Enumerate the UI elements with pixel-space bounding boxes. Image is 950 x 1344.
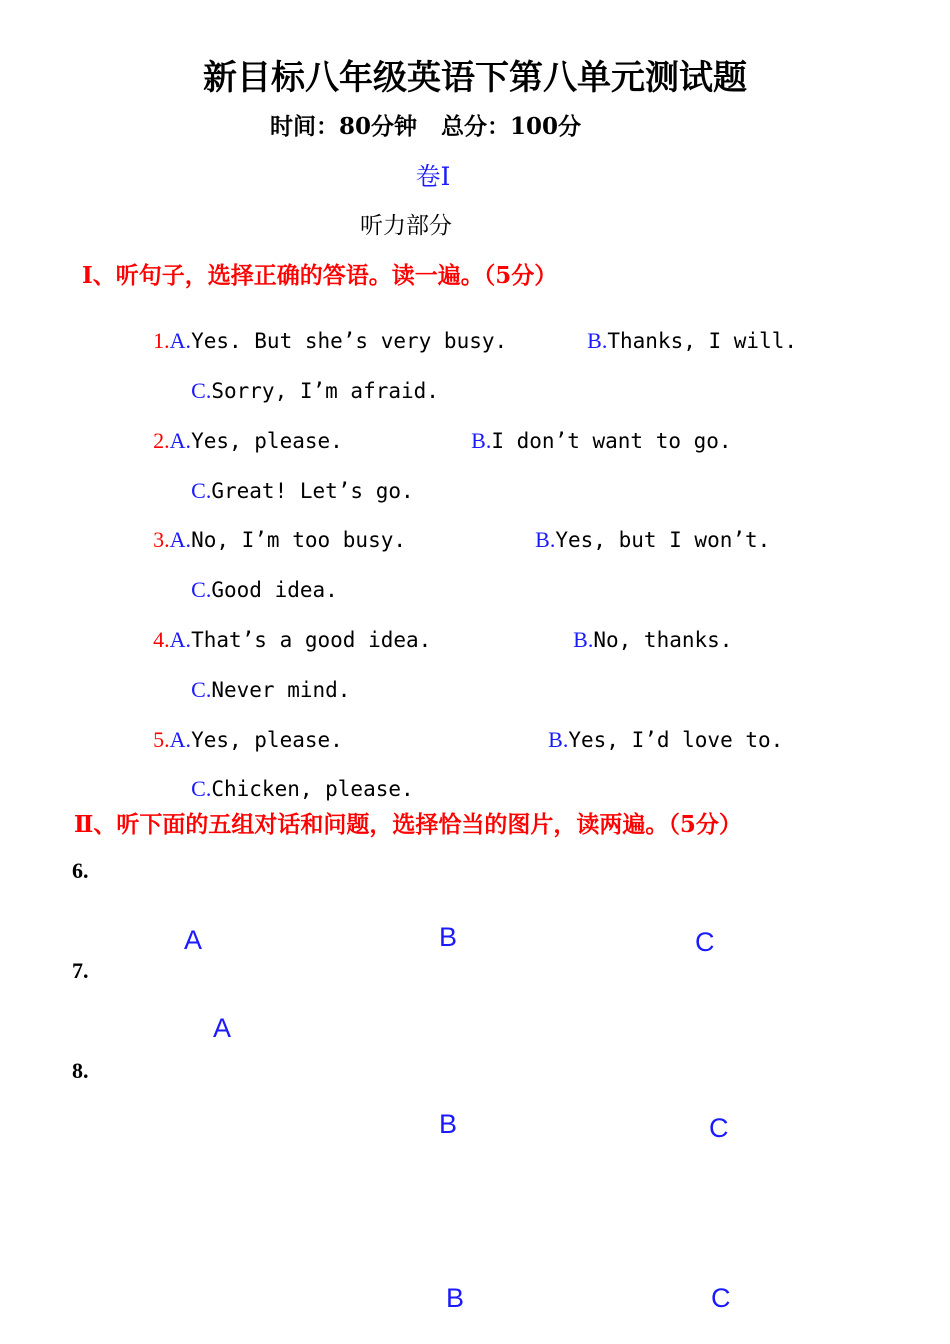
picture-label-c: C — [709, 1113, 729, 1143]
option-letter-c: C. — [191, 577, 212, 602]
option-letter-b: B. — [573, 627, 594, 652]
option-b-text: Yes, but I won’t. — [555, 528, 771, 552]
picture-label-b: B — [446, 1283, 465, 1313]
volume-label: 卷Ⅰ — [415, 162, 451, 191]
question-3-option-b — [525, 508, 770, 553]
section2-heading: Ⅱ、听下面的五组对话和问题，选择恰当的图片，读两遍。（5分） — [74, 811, 742, 838]
option-letter-c: C. — [191, 378, 212, 403]
question-number: 1. — [153, 328, 170, 353]
question-number: 4. — [153, 627, 170, 652]
option-c-text: Chicken, please. — [211, 777, 414, 801]
question-2-option-c — [181, 459, 414, 504]
option-letter-a: A. — [169, 727, 192, 752]
option-b-text: No, thanks. — [593, 628, 733, 652]
option-a-text: No, I’m too busy. — [191, 528, 406, 552]
question-3 — [143, 508, 406, 553]
question-7-number: 7. — [72, 958, 89, 983]
option-letter-b: B. — [587, 328, 608, 353]
page-title: 新目标八年级英语下第八单元测试题 — [203, 58, 747, 98]
option-letter-b: B. — [471, 428, 492, 453]
option-a-text: That’s a good idea. — [191, 628, 432, 652]
option-letter-a: A. — [169, 428, 192, 453]
question-number: 2. — [153, 428, 170, 453]
question-4-option-b — [563, 608, 732, 653]
question-8-number: 8. — [72, 1058, 89, 1083]
question-3-option-c — [181, 558, 338, 603]
option-b-text: Yes, I’d love to. — [568, 728, 784, 752]
picture-label-a: A — [184, 925, 203, 955]
listening-part-label: 听力部分 — [360, 213, 452, 239]
option-a-text: Yes, please. — [191, 429, 343, 453]
option-a-text: Yes. But she’s very busy. — [191, 329, 508, 353]
picture-label-b: B — [439, 922, 458, 952]
question-5 — [143, 708, 343, 753]
question-4-option-c — [181, 658, 350, 703]
question-1-option-c — [181, 359, 439, 404]
picture-label-b: B — [439, 1109, 458, 1139]
question-2-option-b — [461, 409, 732, 454]
option-letter-a: A. — [169, 328, 192, 353]
picture-label-a: A — [213, 1013, 232, 1043]
question-4 — [143, 608, 431, 653]
option-letter-b: B. — [535, 527, 556, 552]
picture-label-c: C — [711, 1283, 731, 1313]
question-5-option-b — [538, 708, 783, 753]
picture-label-c: C — [695, 927, 715, 957]
option-c-text: Sorry, I’m afraid. — [211, 379, 439, 403]
option-b-text: I don’t want to go. — [491, 429, 732, 453]
option-c-text: Great! Let’s go. — [211, 479, 414, 503]
option-letter-c: C. — [191, 478, 212, 503]
option-c-text: Good idea. — [211, 578, 338, 602]
question-6-number: 6. — [72, 858, 89, 883]
question-number: 5. — [153, 727, 170, 752]
option-letter-c: C. — [191, 776, 212, 801]
question-number: 3. — [153, 527, 170, 552]
option-a-text: Yes, please. — [191, 728, 343, 752]
section1-heading: Ⅰ、听句子，选择正确的答语。读一遍。（5分） — [82, 262, 558, 289]
question-5-option-c — [181, 757, 414, 802]
question-1-option-b — [577, 309, 797, 354]
option-letter-c: C. — [191, 677, 212, 702]
exam-time-and-score: 时间：80分钟 总分：100分 — [270, 113, 582, 140]
question-2 — [143, 409, 343, 454]
option-letter-a: A. — [169, 627, 192, 652]
question-1 — [143, 309, 507, 354]
option-letter-b: B. — [548, 727, 569, 752]
option-c-text: Never mind. — [211, 678, 351, 702]
option-b-text: Thanks, I will. — [607, 329, 798, 353]
option-letter-a: A. — [169, 527, 192, 552]
